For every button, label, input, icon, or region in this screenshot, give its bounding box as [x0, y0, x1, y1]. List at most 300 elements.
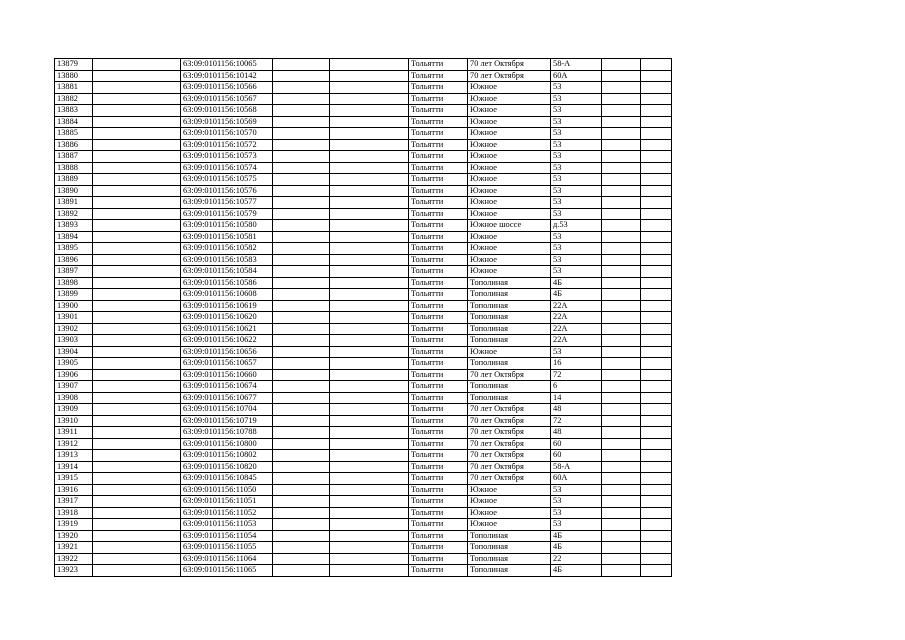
cell-house: 53 — [551, 174, 602, 186]
cell-empty — [641, 473, 672, 485]
cell-street: Тополиная — [468, 392, 551, 404]
cell-cadastral-number: 63:09:0101156:10586 — [181, 277, 273, 289]
cell-city: Тольятти — [409, 162, 468, 174]
cell-empty — [602, 381, 641, 393]
cell-cadastral-number: 63:09:0101156:10704 — [181, 404, 273, 416]
cell-street: 70 лет Октября — [468, 473, 551, 485]
cell-empty — [602, 300, 641, 312]
cell-empty — [93, 254, 181, 266]
cell-empty — [330, 277, 409, 289]
cell-city: Тольятти — [409, 300, 468, 312]
cell-city: Тольятти — [409, 496, 468, 508]
cell-empty — [93, 231, 181, 243]
cell-cadastral-number: 63:09:0101156:10567 — [181, 93, 273, 105]
cell-number: 13896 — [55, 254, 93, 266]
cell-street: Тополиная — [468, 312, 551, 324]
cell-cadastral-number: 63:09:0101156:10577 — [181, 197, 273, 209]
cell-empty — [273, 438, 330, 450]
cell-street: Тополиная — [468, 335, 551, 347]
cell-empty — [602, 128, 641, 140]
cell-house: 53 — [551, 128, 602, 140]
cell-empty — [641, 358, 672, 370]
cell-street: Южное — [468, 151, 551, 163]
cell-street: Тополиная — [468, 565, 551, 577]
cell-cadastral-number: 63:09:0101156:10820 — [181, 461, 273, 473]
cell-number: 13918 — [55, 507, 93, 519]
cell-house: 53 — [551, 243, 602, 255]
cell-number: 13910 — [55, 415, 93, 427]
cell-empty — [330, 553, 409, 565]
cell-empty — [641, 208, 672, 220]
cell-cadastral-number: 63:09:0101156:11065 — [181, 565, 273, 577]
cell-city: Тольятти — [409, 128, 468, 140]
cell-street: Южное — [468, 266, 551, 278]
cell-empty — [330, 128, 409, 140]
table-row — [55, 289, 672, 301]
cell-house: 60 — [551, 450, 602, 462]
cell-empty — [93, 519, 181, 531]
cell-empty — [641, 266, 672, 278]
cell-empty — [641, 300, 672, 312]
cell-number: 13883 — [55, 105, 93, 117]
cell-number: 13920 — [55, 530, 93, 542]
cell-house: 53 — [551, 496, 602, 508]
cell-cadastral-number: 63:09:0101156:10566 — [181, 82, 273, 94]
table-row — [55, 70, 672, 82]
cell-empty — [330, 381, 409, 393]
cell-city: Тольятти — [409, 139, 468, 151]
cell-empty — [641, 289, 672, 301]
cell-empty — [93, 139, 181, 151]
cell-cadastral-number: 63:09:0101156:10142 — [181, 70, 273, 82]
cell-city: Тольятти — [409, 70, 468, 82]
cell-empty — [641, 162, 672, 174]
cell-cadastral-number: 63:09:0101156:10582 — [181, 243, 273, 255]
cell-empty — [93, 450, 181, 462]
cell-cadastral-number: 63:09:0101156:10619 — [181, 300, 273, 312]
cell-empty — [93, 404, 181, 416]
cell-city: Тольятти — [409, 116, 468, 128]
cell-city: Тольятти — [409, 59, 468, 71]
cell-empty — [93, 323, 181, 335]
cell-street: Южное — [468, 254, 551, 266]
cell-empty — [330, 404, 409, 416]
cell-empty — [641, 484, 672, 496]
table-row — [55, 277, 672, 289]
cell-empty — [641, 174, 672, 186]
cell-city: Тольятти — [409, 450, 468, 462]
table-row — [55, 358, 672, 370]
cell-house: 4Б — [551, 277, 602, 289]
cell-empty — [330, 151, 409, 163]
cell-street: Южное — [468, 105, 551, 117]
cell-empty — [602, 473, 641, 485]
cell-empty — [93, 185, 181, 197]
table-row — [55, 162, 672, 174]
cell-city: Тольятти — [409, 266, 468, 278]
cell-city: Тольятти — [409, 565, 468, 577]
cell-number: 13921 — [55, 542, 93, 554]
cell-empty — [641, 105, 672, 117]
table-row — [55, 243, 672, 255]
cell-empty — [602, 105, 641, 117]
cell-empty — [93, 277, 181, 289]
cell-empty — [641, 220, 672, 232]
cell-city: Тольятти — [409, 427, 468, 439]
cell-empty — [93, 381, 181, 393]
cell-street: Тополиная — [468, 289, 551, 301]
cell-empty — [93, 473, 181, 485]
cell-cadastral-number: 63:09:0101156:10065 — [181, 59, 273, 71]
cell-empty — [641, 530, 672, 542]
cell-number: 13885 — [55, 128, 93, 140]
table-row — [55, 220, 672, 232]
cell-empty — [330, 369, 409, 381]
cell-empty — [641, 93, 672, 105]
cell-house: 53 — [551, 105, 602, 117]
cell-number: 13887 — [55, 151, 93, 163]
cell-cadastral-number: 63:09:0101156:10719 — [181, 415, 273, 427]
cell-empty — [330, 116, 409, 128]
cell-empty — [330, 312, 409, 324]
cell-house: 53 — [551, 82, 602, 94]
cell-empty — [641, 450, 672, 462]
cell-empty — [602, 185, 641, 197]
cell-house: 53 — [551, 266, 602, 278]
table-row — [55, 404, 672, 416]
cell-empty — [641, 277, 672, 289]
cell-empty — [273, 82, 330, 94]
cell-cadastral-number: 63:09:0101156:10800 — [181, 438, 273, 450]
cell-empty — [93, 243, 181, 255]
cell-house: 14 — [551, 392, 602, 404]
cell-number: 13881 — [55, 82, 93, 94]
cell-street: Тополиная — [468, 323, 551, 335]
table-row — [55, 151, 672, 163]
cell-city: Тольятти — [409, 185, 468, 197]
cell-empty — [93, 392, 181, 404]
cell-number: 13890 — [55, 185, 93, 197]
cell-empty — [602, 404, 641, 416]
cell-street: Южное — [468, 496, 551, 508]
cell-empty — [273, 197, 330, 209]
cell-street: Южное — [468, 82, 551, 94]
cell-empty — [330, 300, 409, 312]
cell-city: Тольятти — [409, 289, 468, 301]
cell-city: Тольятти — [409, 312, 468, 324]
cell-house: 72 — [551, 415, 602, 427]
cell-house: 4Б — [551, 542, 602, 554]
cell-cadastral-number: 63:09:0101156:10579 — [181, 208, 273, 220]
cell-empty — [641, 565, 672, 577]
table-row — [55, 530, 672, 542]
cell-empty — [602, 151, 641, 163]
cell-empty — [602, 565, 641, 577]
cell-empty — [602, 254, 641, 266]
cell-empty — [641, 346, 672, 358]
cell-empty — [273, 404, 330, 416]
cell-cadastral-number: 63:09:0101156:10568 — [181, 105, 273, 117]
cell-empty — [641, 254, 672, 266]
cell-house: 16 — [551, 358, 602, 370]
cell-house: 53 — [551, 231, 602, 243]
table-row — [55, 312, 672, 324]
cell-house: 22А — [551, 300, 602, 312]
cell-cadastral-number: 63:09:0101156:10620 — [181, 312, 273, 324]
cell-cadastral-number: 63:09:0101156:11051 — [181, 496, 273, 508]
cell-empty — [93, 565, 181, 577]
cell-empty — [641, 185, 672, 197]
cell-empty — [273, 220, 330, 232]
cell-number: 13903 — [55, 335, 93, 347]
cell-empty — [273, 254, 330, 266]
cell-empty — [641, 519, 672, 531]
cell-number: 13899 — [55, 289, 93, 301]
cell-empty — [93, 369, 181, 381]
cell-cadastral-number: 63:09:0101156:10572 — [181, 139, 273, 151]
cell-city: Тольятти — [409, 243, 468, 255]
cell-empty — [330, 323, 409, 335]
cell-empty — [93, 530, 181, 542]
cell-empty — [641, 404, 672, 416]
cell-empty — [330, 415, 409, 427]
cell-number: 13892 — [55, 208, 93, 220]
cell-empty — [330, 105, 409, 117]
cell-empty — [93, 70, 181, 82]
cell-number: 13911 — [55, 427, 93, 439]
cell-city: Тольятти — [409, 220, 468, 232]
cell-city: Тольятти — [409, 392, 468, 404]
cell-empty — [602, 59, 641, 71]
cell-city: Тольятти — [409, 369, 468, 381]
cell-city: Тольятти — [409, 519, 468, 531]
cell-empty — [273, 427, 330, 439]
table-row — [55, 369, 672, 381]
cell-house: 53 — [551, 507, 602, 519]
cell-empty — [330, 70, 409, 82]
table-row — [55, 139, 672, 151]
cell-street: Южное — [468, 128, 551, 140]
cell-street: Тополиная — [468, 542, 551, 554]
cell-city: Тольятти — [409, 346, 468, 358]
cell-number: 13909 — [55, 404, 93, 416]
cell-street: Южное — [468, 519, 551, 531]
cell-empty — [273, 392, 330, 404]
cell-street: Южное — [468, 346, 551, 358]
data-table — [54, 58, 672, 577]
table-row — [55, 473, 672, 485]
cell-house: 53 — [551, 519, 602, 531]
table-row — [55, 105, 672, 117]
cell-city: Тольятти — [409, 404, 468, 416]
cell-empty — [273, 484, 330, 496]
cell-house: 53 — [551, 185, 602, 197]
table-row — [55, 174, 672, 186]
cell-street: Южное — [468, 139, 551, 151]
cell-empty — [641, 542, 672, 554]
cell-street: Южное — [468, 231, 551, 243]
cell-house: 58-А — [551, 59, 602, 71]
cell-empty — [602, 496, 641, 508]
cell-number: 13886 — [55, 139, 93, 151]
cell-city: Тольятти — [409, 473, 468, 485]
cell-empty — [641, 116, 672, 128]
cell-empty — [273, 174, 330, 186]
cell-number: 13888 — [55, 162, 93, 174]
cell-empty — [273, 496, 330, 508]
cell-empty — [330, 519, 409, 531]
cell-number: 13919 — [55, 519, 93, 531]
cell-number: 13879 — [55, 59, 93, 71]
cell-empty — [330, 59, 409, 71]
table-row — [55, 496, 672, 508]
cell-house: 53 — [551, 346, 602, 358]
cell-empty — [330, 450, 409, 462]
cell-cadastral-number: 63:09:0101156:10573 — [181, 151, 273, 163]
table-row — [55, 438, 672, 450]
cell-empty — [602, 82, 641, 94]
cell-number: 13882 — [55, 93, 93, 105]
cell-empty — [602, 162, 641, 174]
cell-house: 72 — [551, 369, 602, 381]
cell-number: 13912 — [55, 438, 93, 450]
cell-street: Тополиная — [468, 530, 551, 542]
cell-empty — [602, 197, 641, 209]
cell-number: 13884 — [55, 116, 93, 128]
cell-empty — [641, 231, 672, 243]
cell-empty — [273, 266, 330, 278]
cell-street: Южное — [468, 185, 551, 197]
table-row — [55, 335, 672, 347]
cell-empty — [330, 93, 409, 105]
spreadsheet — [54, 58, 672, 577]
cell-house: 53 — [551, 162, 602, 174]
cell-empty — [93, 93, 181, 105]
table-row — [55, 208, 672, 220]
cell-street: 70 лет Октября — [468, 404, 551, 416]
cell-empty — [93, 553, 181, 565]
cell-city: Тольятти — [409, 174, 468, 186]
cell-empty — [330, 139, 409, 151]
cell-house: 4Б — [551, 530, 602, 542]
cell-empty — [641, 381, 672, 393]
cell-house: 53 — [551, 116, 602, 128]
cell-empty — [330, 185, 409, 197]
cell-empty — [602, 70, 641, 82]
cell-empty — [602, 553, 641, 565]
cell-cadastral-number: 63:09:0101156:10574 — [181, 162, 273, 174]
table-row — [55, 542, 672, 554]
table-row — [55, 197, 672, 209]
cell-street: Южное — [468, 243, 551, 255]
cell-empty — [93, 208, 181, 220]
cell-empty — [602, 93, 641, 105]
cell-empty — [93, 59, 181, 71]
cell-empty — [330, 438, 409, 450]
table-row — [55, 128, 672, 140]
cell-street: 70 лет Октября — [468, 59, 551, 71]
cell-empty — [602, 335, 641, 347]
cell-empty — [641, 427, 672, 439]
cell-number: 13913 — [55, 450, 93, 462]
cell-empty — [93, 335, 181, 347]
cell-empty — [273, 369, 330, 381]
cell-empty — [273, 59, 330, 71]
cell-number: 13897 — [55, 266, 93, 278]
cell-empty — [641, 312, 672, 324]
cell-cadastral-number: 63:09:0101156:10660 — [181, 369, 273, 381]
cell-house: 60 — [551, 438, 602, 450]
cell-cadastral-number: 63:09:0101156:10621 — [181, 323, 273, 335]
table-row — [55, 323, 672, 335]
cell-street: Южное — [468, 507, 551, 519]
cell-empty — [330, 254, 409, 266]
table-row — [55, 266, 672, 278]
cell-empty — [602, 484, 641, 496]
cell-number: 13923 — [55, 565, 93, 577]
cell-number: 13917 — [55, 496, 93, 508]
cell-street: 70 лет Октября — [468, 427, 551, 439]
cell-cadastral-number: 63:09:0101156:11064 — [181, 553, 273, 565]
cell-empty — [93, 128, 181, 140]
cell-city: Тольятти — [409, 415, 468, 427]
cell-empty — [273, 323, 330, 335]
cell-cadastral-number: 63:09:0101156:10657 — [181, 358, 273, 370]
cell-empty — [273, 542, 330, 554]
table-row — [55, 507, 672, 519]
cell-city: Тольятти — [409, 93, 468, 105]
cell-empty — [330, 289, 409, 301]
cell-city: Тольятти — [409, 151, 468, 163]
cell-empty — [602, 231, 641, 243]
cell-street: Южное — [468, 162, 551, 174]
cell-empty — [330, 565, 409, 577]
cell-city: Тольятти — [409, 82, 468, 94]
cell-empty — [641, 392, 672, 404]
table-row — [55, 450, 672, 462]
cell-cadastral-number: 63:09:0101156:11055 — [181, 542, 273, 554]
cell-cadastral-number: 63:09:0101156:11053 — [181, 519, 273, 531]
cell-house: 22А — [551, 323, 602, 335]
cell-empty — [330, 243, 409, 255]
cell-empty — [273, 461, 330, 473]
cell-city: Тольятти — [409, 358, 468, 370]
cell-city: Тольятти — [409, 484, 468, 496]
cell-empty — [93, 358, 181, 370]
cell-street: 70 лет Октября — [468, 70, 551, 82]
cell-cadastral-number: 63:09:0101156:10674 — [181, 381, 273, 393]
table-row — [55, 553, 672, 565]
cell-number: 13922 — [55, 553, 93, 565]
cell-empty — [641, 335, 672, 347]
cell-empty — [330, 82, 409, 94]
table-row — [55, 82, 672, 94]
cell-number: 13891 — [55, 197, 93, 209]
cell-city: Тольятти — [409, 553, 468, 565]
cell-number: 13902 — [55, 323, 93, 335]
cell-empty — [641, 323, 672, 335]
cell-empty — [273, 277, 330, 289]
cell-empty — [93, 174, 181, 186]
cell-empty — [602, 530, 641, 542]
cell-empty — [273, 185, 330, 197]
cell-empty — [641, 151, 672, 163]
cell-empty — [273, 473, 330, 485]
table-row — [55, 565, 672, 577]
cell-empty — [330, 162, 409, 174]
cell-empty — [273, 70, 330, 82]
table-row — [55, 93, 672, 105]
